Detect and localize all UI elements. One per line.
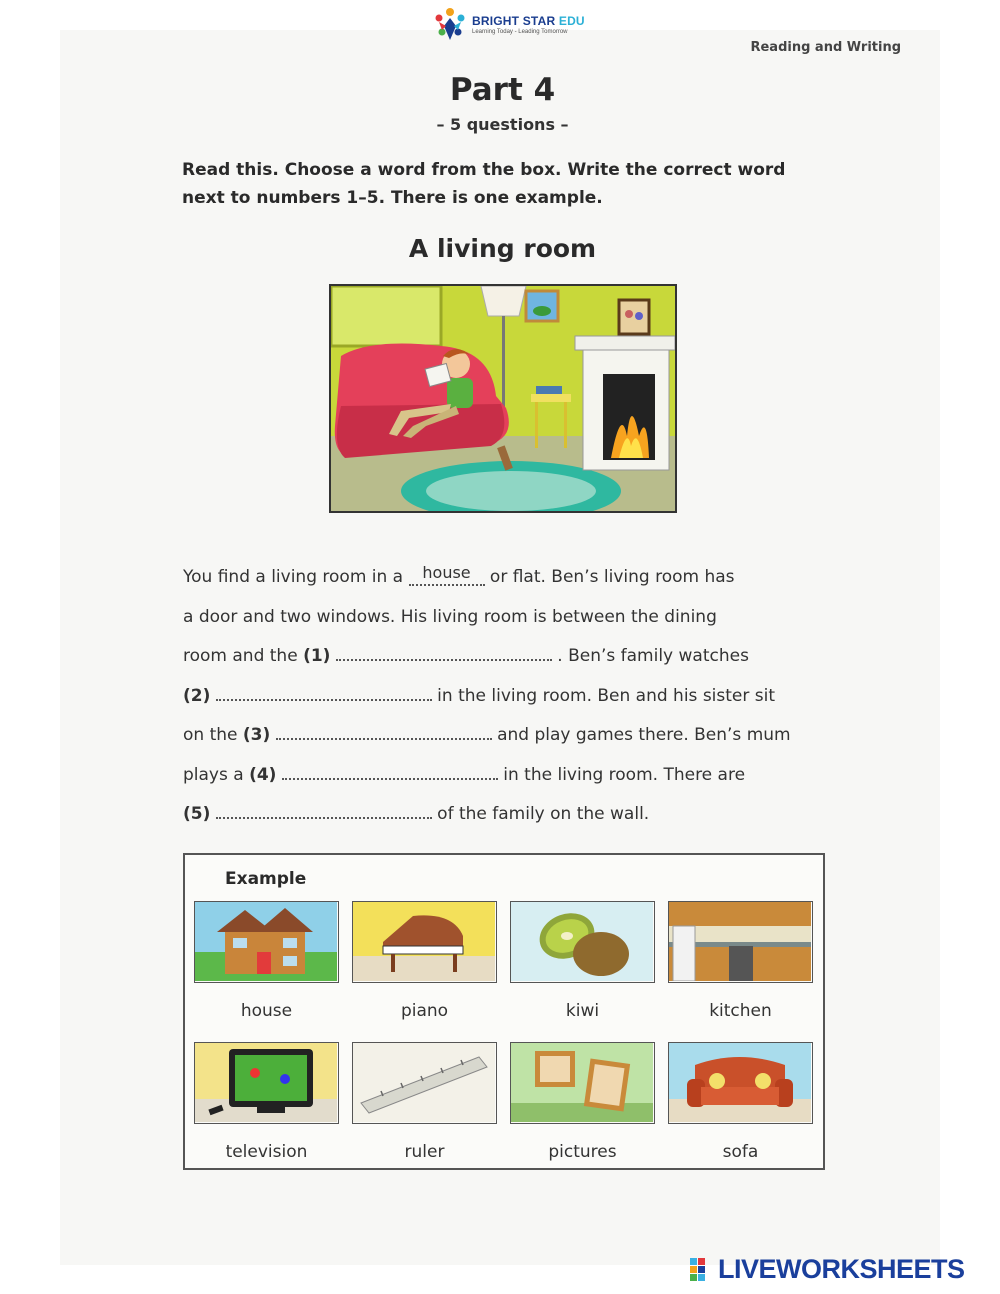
- kitchen-picture: [668, 901, 813, 983]
- living-room-illustration: [329, 284, 677, 513]
- word-label: sofa: [722, 1142, 759, 1162]
- story-passage: [183, 558, 823, 835]
- piano-picture: [352, 901, 497, 983]
- passage-line-1: [183, 598, 823, 638]
- passage-line-0: [183, 558, 823, 598]
- question-number-4: (4): [249, 764, 277, 785]
- passage-line-6: [183, 795, 823, 835]
- word-label: ruler: [404, 1142, 445, 1162]
- question-number-1: (1): [303, 646, 331, 666]
- example-answer: house: [409, 562, 485, 586]
- kiwi-picture: [510, 901, 655, 983]
- line-text: You find a living room in a: [183, 567, 409, 587]
- word-card-house: [194, 901, 339, 1021]
- logo-brand-suffix: EDU: [558, 14, 585, 28]
- line-text: in the living room. There are: [497, 764, 746, 785]
- story-title: A living room: [408, 234, 597, 263]
- answer-blank-5[interactable]: [216, 795, 432, 819]
- word-card-kiwi: [510, 901, 655, 1021]
- liveworksheets-brand: LIVEWORKSHEETS: [718, 1254, 965, 1284]
- word-card-sofa: [668, 1042, 813, 1162]
- line-text: plays a: [183, 764, 250, 785]
- word-card-kitchen: [668, 901, 813, 1021]
- pictures-picture: [510, 1042, 655, 1124]
- question-number-3: (3): [242, 725, 271, 745]
- answer-blank-4[interactable]: [282, 756, 498, 780]
- word-card-ruler: [352, 1042, 497, 1162]
- section-label: Reading and Writing: [750, 40, 901, 55]
- part-subtitle: – 5 questions –: [436, 115, 569, 134]
- logo-tagline: Learning Today - Leading Tomorrow: [472, 29, 568, 35]
- liveworksheets-logo-icon: [690, 1258, 716, 1282]
- example-label: Example: [225, 869, 307, 889]
- word-label: television: [225, 1142, 308, 1162]
- star-people-icon: [430, 4, 470, 48]
- passage-line-2: [183, 637, 823, 677]
- line-text: a door and two windows. His living room is between the dining: [183, 606, 717, 627]
- line-text: room and the: [183, 646, 304, 666]
- television-picture: [194, 1042, 339, 1124]
- word-label: pictures: [548, 1142, 617, 1162]
- line-text: or flat. Ben’s living room has: [484, 567, 735, 587]
- passage-line-4: [183, 716, 823, 756]
- answer-blank-1[interactable]: [336, 637, 552, 661]
- word-label: kiwi: [565, 1001, 600, 1021]
- passage-line-5: [183, 756, 823, 796]
- word-label: house: [240, 1001, 293, 1021]
- word-card-pictures: [510, 1042, 655, 1162]
- word-label: piano: [400, 1001, 449, 1021]
- word-card-piano: [352, 901, 497, 1021]
- answer-blank-2[interactable]: [216, 677, 432, 701]
- question-number-5: (5): [183, 804, 211, 824]
- sofa-picture: [668, 1042, 813, 1124]
- bright-star-logo: [430, 4, 590, 48]
- line-text: of the family on the wall.: [431, 804, 650, 824]
- logo-brand: BRIGHT STAR: [472, 14, 556, 28]
- line-text: . Ben’s family watches: [551, 646, 749, 666]
- question-number-2: (2): [183, 685, 211, 706]
- part-title: Part 4: [449, 72, 556, 108]
- passage-line-3: [183, 677, 823, 717]
- line-text: in the living room. Ben and his sister sit: [431, 685, 776, 706]
- line-text: on the: [183, 725, 243, 745]
- instructions: Read this. Choose a word from the box. Write the correct word next to numbers 1–5. There is one example.: [182, 160, 786, 208]
- house-picture: [194, 901, 339, 983]
- word-box: [183, 853, 825, 1170]
- line-text: and play games there. Ben’s mum: [491, 725, 791, 745]
- word-label: kitchen: [709, 1001, 772, 1021]
- ruler-picture: [352, 1042, 497, 1124]
- answer-blank-3[interactable]: [276, 716, 492, 740]
- word-card-television: [194, 1042, 339, 1162]
